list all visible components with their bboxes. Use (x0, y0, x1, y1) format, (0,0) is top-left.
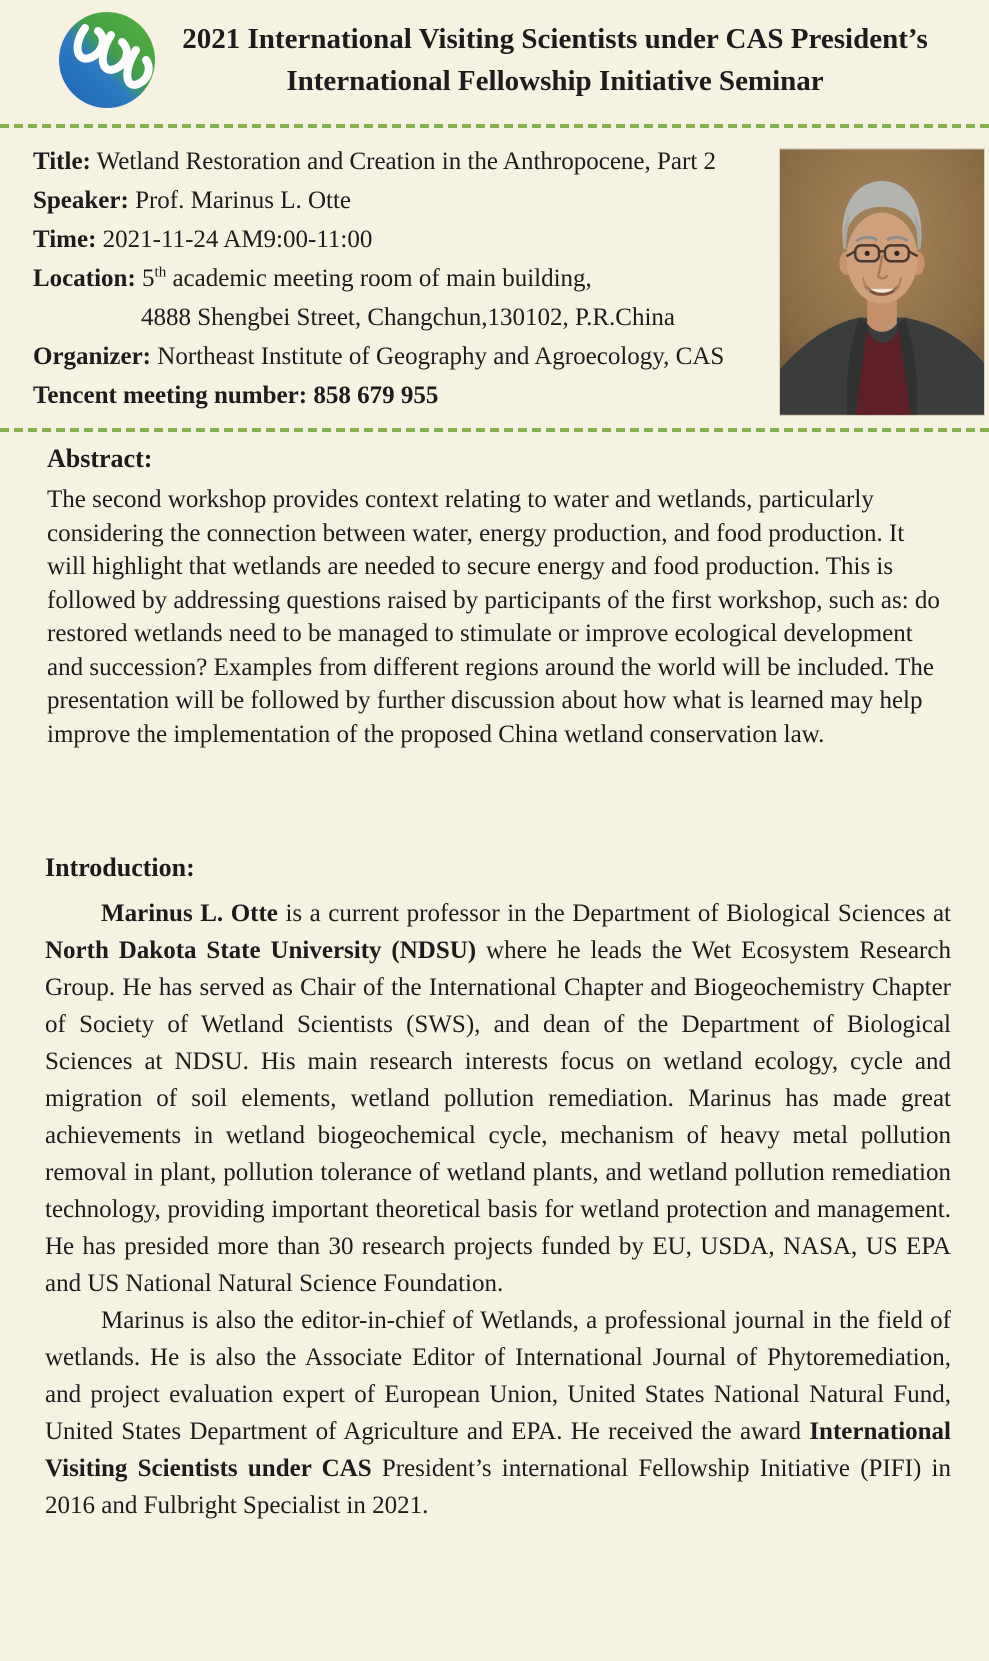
tencent-label: Tencent meeting number: (33, 382, 308, 409)
organizer-value: Northeast Institute of Geography and Agroecology, CAS (151, 343, 725, 370)
seminar-title (159, 18, 965, 102)
speaker-value: Prof. Marinus L. Otte (128, 187, 352, 214)
location-label: Location: (33, 265, 136, 292)
details-list (33, 142, 771, 416)
time-label: Time: (33, 226, 97, 253)
time-value: 2021-11-24 AM9:00-11:00 (96, 226, 373, 253)
abstract-body: The second workshop provides context relating to water and wetlands, particularly considering the connection between water, energy production, and food production. It will highlight that wetlands are needed to secure energy and food production. This is followed by addressing questions raised by participants of the first workshop, such as: do restored wetlands need to be managed to stimulate or improve ecological development and succession? Examples from different regions around the world will be included. The presentation will be followed by further discussion about how what is learned may help improve the implementation of the proposed China wetland conservation law. (47, 486, 940, 748)
introduction-paragraph-2: Marinus is also the editor-in-chief of Wetlands, a professional journal in the field of wetlands. He is also the Associate Editor of International Journal of Phytoremediation, and project evaluation expert of European Union, United States National Natural Fund, United States Department of Agriculture and EPA. He received the award International Visiting Scientists under CAS President’s international Fellowship Initiative (PIFI) in 2016 and Fulbright Specialist in 2021. (45, 1307, 952, 1519)
detail-time-row (33, 220, 771, 259)
seminar-title-line1: 2021 International Visiting Scientists under CAS President’s (182, 23, 928, 55)
detail-speaker-row (33, 181, 771, 220)
title-label: Title: (33, 148, 91, 175)
abstract-heading: Abstract: (47, 444, 153, 473)
introduction-section (0, 751, 989, 1524)
speaker-label: Speaker: (33, 187, 129, 214)
detail-title-row (33, 142, 771, 181)
detail-location-row (33, 259, 771, 298)
globe-swirl-logo-icon (55, 10, 159, 110)
title-value: Wetland Restoration and Creation in the Anthropocene, Part 2 (90, 148, 717, 175)
detail-location-address-row (33, 298, 771, 337)
introduction-heading: Introduction: (45, 853, 195, 882)
tencent-value: 858 679 955 (307, 382, 439, 409)
speaker-photo (779, 148, 985, 416)
ordinal-suffix: th (154, 264, 167, 281)
detail-organizer-row (33, 337, 771, 376)
detail-tencent-row (33, 376, 771, 415)
abstract-section (0, 432, 989, 751)
header (0, 0, 989, 116)
organizer-label: Organizer: (33, 343, 152, 370)
seminar-title-line2: International Fellowship Initiative Seminar (286, 65, 824, 97)
location-value: 5th academic meeting room of main building, (135, 264, 592, 292)
details-section (0, 128, 989, 428)
introduction-paragraph-1: Marinus L. Otte is a current professor in the Department of Biological Sciences at North Dakota State University (NDSU) where he leads the Wet Ecosystem Research Group. He has served as Chair of the International Chapter and Biogeochemistry Chapter of Society of Wetland Scientists (SWS), and dean of the Department of Biological Sciences at NDSU. His main research interests focus on wetland ecology, cycle and migration of soil elements, wetland pollution remediation. Marinus has made great achievements in wetland biogeochemical cycle, mechanism of heavy metal pollution removal in plant, pollution tolerance of wetland plants, and wetland pollution remediation technology, providing important theoretical basis for wetland protection and management. He has presided more than 30 research projects funded by EU, USDA, NASA, US EPA and US National Natural Science Foundation. (45, 900, 951, 1297)
location-address: 4888 Shengbei Street, Changchun,130102, P.R.China (141, 304, 675, 331)
